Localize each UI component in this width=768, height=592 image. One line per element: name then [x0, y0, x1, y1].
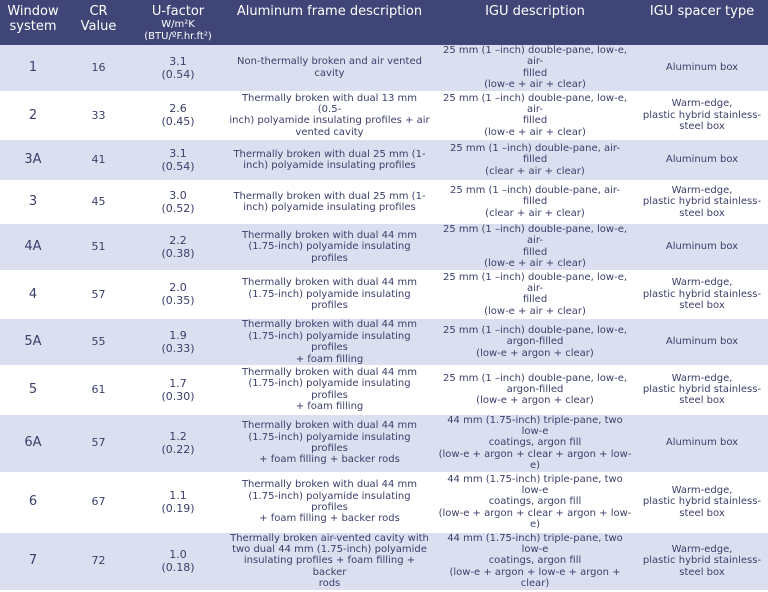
- u-factor-si-value: 1.2: [169, 430, 187, 444]
- cr-value-cell: 61: [66, 366, 131, 414]
- igu-description-cell: [434, 223, 636, 271]
- igu-description-line: (low-e + argon + clear): [476, 395, 594, 407]
- window-system-cell: 2: [0, 92, 66, 140]
- igu-description-line: (low-e + air + clear): [484, 79, 586, 91]
- frame-description-line: + foam filling: [295, 353, 364, 365]
- header-frame-description: Aluminum frame description: [225, 0, 434, 45]
- frame-description-line: (1.75-inch) polyamide insulating profiles: [248, 288, 411, 312]
- cr-value-cell: 41: [66, 139, 131, 181]
- frame-description-cell: [225, 271, 434, 319]
- frame-description-line: (1.75-inch) polyamide insulating profiles: [248, 330, 411, 354]
- cr-value-cell: 72: [66, 532, 131, 591]
- igu-description-line: 25 mm (1 –inch) double-pane, low-e,: [442, 324, 628, 336]
- spacer-type-line: Warm-edge,: [671, 484, 733, 496]
- table-body: [0, 45, 768, 591]
- frame-description-line: inch) polyamide insulating profiles + air: [229, 115, 430, 127]
- u-factor-si-value: 2.2: [169, 233, 187, 247]
- spacer-type-cell: [636, 92, 768, 140]
- frame-description-line: + foam filling + backer rods: [259, 513, 400, 525]
- header-u-factor: [131, 0, 225, 45]
- igu-description-line: (clear + air + clear): [485, 165, 585, 177]
- spacer-type-cell: [636, 223, 768, 271]
- u-factor-si-value: 3.1: [169, 54, 187, 68]
- igu-description-line: (low-e + argon + low-e + argon + clear): [449, 566, 621, 590]
- igu-description-line: argon-filled: [506, 384, 564, 396]
- cr-value-cell: 57: [66, 271, 131, 319]
- table-row: [0, 92, 768, 140]
- u-factor-si-value: 2.0: [169, 281, 187, 295]
- igu-description-line: (low-e + argon + clear): [476, 347, 594, 359]
- table-row: [0, 223, 768, 271]
- spacer-type-cell: [636, 271, 768, 319]
- cr-value-cell: 67: [66, 473, 131, 532]
- igu-description-cell: [434, 92, 636, 140]
- frame-description-line: Thermally broken with dual 25 mm (1-: [233, 148, 426, 160]
- window-system-cell: 6: [0, 473, 66, 532]
- igu-description-line: filled: [522, 115, 548, 127]
- frame-description-line: Thermally broken with dual 44 mm: [241, 229, 418, 241]
- u-factor-cell: [131, 45, 225, 92]
- frame-description-line: Thermally broken with dual 25 mm (1-: [233, 190, 426, 202]
- igu-description-cell: [434, 318, 636, 366]
- igu-description-line: 44 mm (1.75-inch) triple-pane, two low-e: [447, 414, 623, 437]
- igu-description-line: (low-e + air + clear): [484, 126, 586, 138]
- frame-description-cell: [225, 366, 434, 414]
- spacer-type-line: steel box: [679, 300, 725, 312]
- table-row: [0, 473, 768, 532]
- table-header: [0, 0, 768, 45]
- frame-description-cell: [225, 45, 434, 92]
- u-factor-cell: [131, 318, 225, 366]
- frame-description-cell: [225, 92, 434, 140]
- frame-description-line: inch) polyamide insulating profiles: [243, 202, 416, 214]
- spacer-type-line: Aluminum box: [665, 62, 739, 74]
- spacer-type-line: plastic hybrid stainless-: [642, 555, 762, 567]
- igu-description-line: (low-e + argon + clear + argon + low-e): [438, 448, 632, 472]
- table-row: [0, 318, 768, 366]
- frame-description-line: insulating profiles + foam filling + backer: [243, 555, 416, 578]
- spacer-type-line: plastic hybrid stainless-: [642, 109, 762, 121]
- frame-description-line: Thermally broken with dual 44 mm: [241, 319, 418, 331]
- spacer-type-line: Aluminum box: [665, 336, 739, 348]
- frame-description-line: Thermally broken with dual 13 mm (0.5-: [241, 92, 418, 116]
- table-row: [0, 181, 768, 223]
- window-system-cell: 6A: [0, 414, 66, 473]
- frame-description-cell: [225, 473, 434, 532]
- u-factor-cell: [131, 473, 225, 532]
- igu-description-line: 25 mm (1 –inch) double-pane, air-filled: [449, 143, 621, 166]
- spacer-type-line: Aluminum box: [665, 241, 739, 253]
- cr-value-cell: 55: [66, 318, 131, 366]
- window-system-cell: 4A: [0, 223, 66, 271]
- spacer-type-line: Aluminum box: [665, 437, 739, 449]
- spacer-type-line: steel box: [679, 121, 725, 133]
- u-factor-cell: [131, 92, 225, 140]
- spacer-type-line: steel box: [679, 507, 725, 519]
- spacer-type-line: Warm-edge,: [671, 184, 733, 196]
- header-u-factor-title: U-factor: [151, 4, 205, 19]
- u-factor-ip-value: (0.35): [161, 294, 195, 308]
- frame-description-cell: [225, 414, 434, 473]
- u-factor-cell: [131, 532, 225, 591]
- spacer-type-cell: [636, 366, 768, 414]
- spacer-type-line: steel box: [679, 566, 725, 578]
- cr-value-cell: 45: [66, 181, 131, 223]
- cr-value-cell: 16: [66, 45, 131, 92]
- spacer-type-line: plastic hybrid stainless-: [642, 496, 762, 508]
- frame-description-line: + foam filling + backer rods: [259, 454, 400, 466]
- header-window-system: [0, 0, 66, 45]
- u-factor-si-value: 1.9: [169, 329, 187, 343]
- u-factor-cell: [131, 366, 225, 414]
- igu-description-cell: [434, 271, 636, 319]
- igu-description-line: coatings, argon fill: [488, 437, 582, 449]
- table-row: [0, 532, 768, 591]
- igu-description-line: 25 mm (1 –inch) double-pane, low-e,: [442, 372, 628, 384]
- u-factor-cell: [131, 414, 225, 473]
- cr-value-cell: 57: [66, 414, 131, 473]
- header-igu-description: IGU description: [434, 0, 636, 45]
- window-system-cell: 3: [0, 181, 66, 223]
- header-cr-value-line1: CR: [89, 4, 108, 19]
- spacer-type-cell: [636, 45, 768, 92]
- frame-description-line: Non-thermally broken and air vented: [237, 56, 422, 68]
- frame-description-line: + foam filling: [295, 401, 364, 413]
- spacer-type-line: plastic hybrid stainless-: [642, 384, 762, 396]
- spacer-type-line: Warm-edge,: [671, 372, 733, 384]
- frame-description-cell: [225, 139, 434, 181]
- u-factor-ip-value: (0.19): [161, 502, 195, 516]
- igu-description-cell: [434, 532, 636, 591]
- igu-description-cell: [434, 181, 636, 223]
- spacer-type-line: steel box: [679, 395, 725, 407]
- igu-description-line: filled: [522, 294, 548, 306]
- igu-description-line: coatings, argon fill: [488, 496, 582, 508]
- frame-description-cell: [225, 181, 434, 223]
- igu-description-line: (low-e + air + clear): [484, 258, 586, 270]
- igu-description-line: (low-e + air + clear): [484, 305, 586, 317]
- igu-description-line: 44 mm (1.75-inch) triple-pane, two low-e: [447, 473, 623, 496]
- frame-description-line: (1.75-inch) polyamide insulating profiles: [248, 241, 411, 264]
- igu-description-line: argon-filled: [506, 336, 564, 348]
- spacer-type-cell: [636, 532, 768, 591]
- header-cr-value-line2: Value: [80, 19, 117, 34]
- igu-description-line: 25 mm (1 –inch) double-pane, low-e, air-: [442, 45, 628, 68]
- header-row: [0, 0, 768, 45]
- igu-description-cell: [434, 45, 636, 92]
- window-system-cell: 5A: [0, 318, 66, 366]
- table-row: [0, 139, 768, 181]
- spacer-type-cell: [636, 181, 768, 223]
- igu-description-cell: [434, 139, 636, 181]
- u-factor-cell: [131, 223, 225, 271]
- igu-description-line: 25 mm (1 –inch) double-pane, low-e, air-: [442, 224, 628, 247]
- frame-description-line: (1.75-inch) polyamide insulating profiles: [248, 490, 411, 514]
- igu-description-cell: [434, 473, 636, 532]
- spacer-type-cell: [636, 414, 768, 473]
- igu-description-line: 25 mm (1 –inch) double-pane, air-filled: [449, 184, 621, 208]
- u-factor-si-value: 1.7: [169, 376, 187, 390]
- frame-description-line: inch) polyamide insulating profiles: [243, 160, 416, 172]
- spacer-type-line: steel box: [679, 207, 725, 219]
- header-spacer-type: IGU spacer type: [636, 0, 768, 45]
- u-factor-si-value: 3.0: [169, 189, 187, 203]
- window-system-cell: 3A: [0, 139, 66, 181]
- u-factor-ip-value: (0.18): [161, 561, 195, 575]
- igu-description-line: 44 mm (1.75-inch) triple-pane, two low-e: [447, 532, 623, 555]
- window-system-cell: 1: [0, 45, 66, 92]
- frame-description-line: rods: [318, 578, 341, 590]
- frame-description-line: Thermally broken with dual 44 mm: [241, 366, 418, 378]
- u-factor-cell: [131, 181, 225, 223]
- u-factor-ip-value: (0.38): [161, 246, 195, 260]
- table-row: [0, 271, 768, 319]
- frame-description-cell: [225, 318, 434, 366]
- spacer-type-line: plastic hybrid stainless-: [642, 288, 762, 300]
- spacer-type-cell: [636, 473, 768, 532]
- spacer-type-cell: [636, 318, 768, 366]
- table-row: [0, 414, 768, 473]
- igu-description-line: filled: [522, 246, 548, 258]
- u-factor-cell: [131, 271, 225, 319]
- header-cr-value: [66, 0, 131, 45]
- frame-description-line: Thermally broken with dual 44 mm: [241, 420, 418, 432]
- u-factor-ip-value: (0.33): [161, 342, 195, 356]
- spacer-type-line: Aluminum box: [665, 154, 739, 166]
- spacer-type-line: Warm-edge,: [671, 544, 733, 555]
- cr-value-cell: 33: [66, 92, 131, 140]
- frame-description-line: two dual 44 mm (1.75-inch) polyamide: [232, 544, 427, 555]
- window-system-cell: 5: [0, 366, 66, 414]
- header-window-system-line1: Window: [7, 4, 59, 19]
- frame-description-line: cavity: [314, 67, 345, 79]
- igu-description-line: (low-e + argon + clear + argon + low-e): [438, 507, 632, 531]
- frame-description-cell: [225, 532, 434, 591]
- u-factor-ip-value: (0.54): [161, 160, 195, 174]
- frame-description-line: (1.75-inch) polyamide insulating profiles: [248, 378, 411, 401]
- u-factor-ip-value: (0.45): [161, 115, 195, 129]
- u-factor-si-value: 1.1: [169, 489, 187, 503]
- igu-description-line: 25 mm (1 –inch) double-pane, low-e, air-: [442, 92, 628, 116]
- cr-value-cell: 51: [66, 223, 131, 271]
- table-row: [0, 366, 768, 414]
- u-factor-ip-value: (0.54): [161, 67, 195, 81]
- u-factor-si-value: 2.6: [169, 102, 187, 116]
- igu-description-line: (clear + air + clear): [485, 207, 585, 219]
- frame-description-line: Thermally broken with dual 44 mm: [241, 479, 418, 491]
- spacer-type-cell: [636, 139, 768, 181]
- header-u-factor-si-unit: W/m²K: [161, 19, 195, 30]
- header-u-factor-ip-unit: (BTU/ºF.hr.ft²): [144, 31, 212, 42]
- frame-description-line: Thermally broken with dual 44 mm: [241, 277, 418, 289]
- igu-description-line: filled: [522, 67, 548, 79]
- igu-description-line: 25 mm (1 –inch) double-pane, low-e, air-: [442, 271, 628, 295]
- u-factor-ip-value: (0.30): [161, 389, 195, 403]
- window-system-cell: 4: [0, 271, 66, 319]
- frame-description-line: vented cavity: [295, 126, 364, 138]
- u-factor-ip-value: (0.22): [161, 443, 195, 457]
- frame-description-line: Thermally broken air-vented cavity with: [230, 532, 429, 544]
- window-system-cell: 7: [0, 532, 66, 591]
- frame-description-line: (1.75-inch) polyamide insulating profiles: [248, 431, 411, 455]
- frame-description-cell: [225, 223, 434, 271]
- header-window-system-line2: system: [9, 19, 57, 34]
- u-factor-ip-value: (0.52): [161, 202, 195, 216]
- spacer-type-line: plastic hybrid stainless-: [642, 196, 762, 208]
- u-factor-si-value: 1.0: [169, 548, 187, 562]
- spacer-type-line: Warm-edge,: [671, 277, 733, 289]
- spacer-type-line: Warm-edge,: [671, 98, 733, 110]
- igu-description-cell: [434, 414, 636, 473]
- igu-description-line: coatings, argon fill: [488, 555, 582, 567]
- u-factor-si-value: 3.1: [169, 147, 187, 161]
- igu-description-cell: [434, 366, 636, 414]
- u-factor-cell: [131, 139, 225, 181]
- table-row: [0, 45, 768, 92]
